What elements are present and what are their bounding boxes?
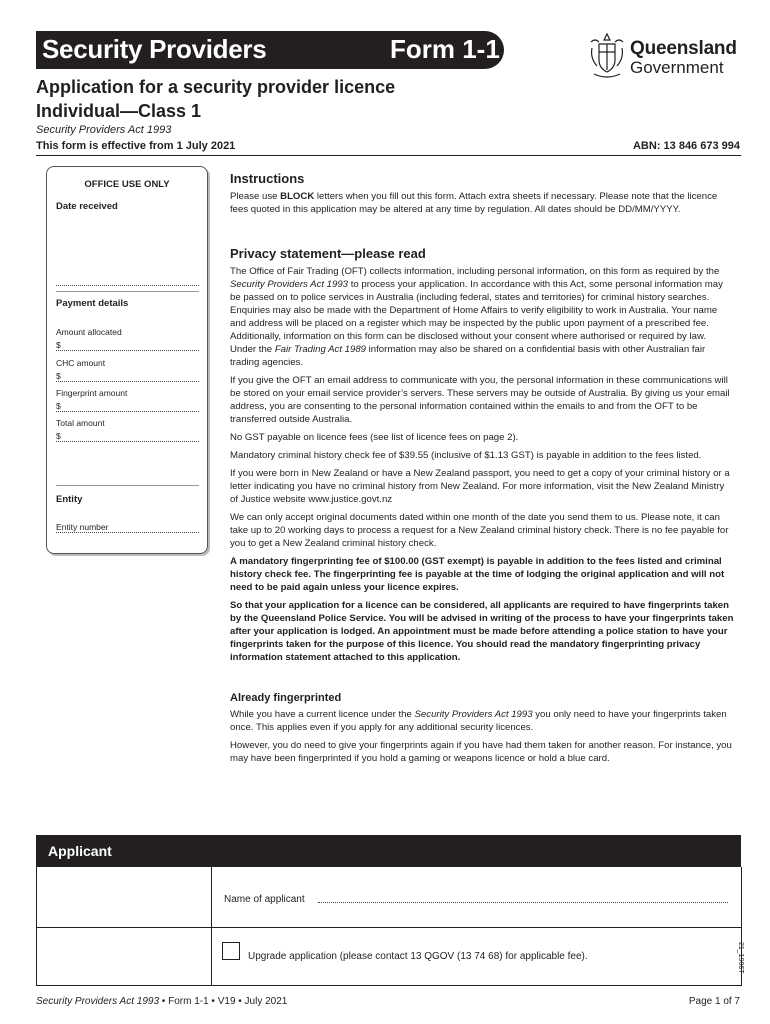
fingerprints-required-note: So that your application for a licence can be considered, all applicants are required to have fingerprints taken by the Queensland Police Service. You will be advised in writing of the process to have your fingerprints taken after your application is lodged. An appointment must be made before attending a police station to have your fingerprints taken for the purpose of this licence. You should read the mandatory fingerprinting privacy information statement attached to this application. (230, 600, 734, 663)
entity-number-label: Entity number (56, 522, 109, 532)
upgrade-application-checkbox[interactable] (222, 942, 240, 960)
office-use-box (46, 166, 208, 554)
dollar-sign: $ (56, 371, 61, 381)
amount-allocated-field[interactable] (56, 340, 199, 351)
gst-note: No GST payable on licence fees (see list of licence fees on page 2). (230, 432, 519, 443)
form-code: 21_1906T (737, 942, 744, 974)
footer-reference: Security Providers Act 1993 • Form 1-1 • V19 • July 2021 (36, 996, 288, 1007)
total-amount-label: Total amount (56, 418, 105, 428)
total-amount-field[interactable] (56, 431, 199, 442)
instructions-section (230, 171, 734, 216)
banner-title: Security Providers (42, 34, 267, 64)
fingerprinting-fee-note: A mandatory fingerprinting fee of $100.00 (GST exempt) is payable in addition to the fees listed and criminal history check fee. The fingerprinting fee is payable at the time of lodging the original application and will not need to be paid again unless your licence expires. (230, 556, 725, 593)
office-separator (56, 485, 199, 486)
office-separator (56, 291, 199, 292)
email-privacy-paragraph: If you give the OFT an email address to communicate with you, the personal information in these communications will be stored on your email service provider’s servers. These servers may be outside of Australia. By giving us your email address, you are consenting to the personal information contained within the emails to and from the OFT to be transferred outside Australia. (230, 375, 730, 425)
chc-amount-field[interactable] (56, 371, 199, 382)
chc-amount-label: CHC amount (56, 358, 106, 368)
abn-number: ABN: 13 846 673 994 (632, 140, 740, 152)
applicant-row-divider (36, 927, 741, 928)
privacy-paragraph: The Office of Fair Trading (OFT) collects information, including personal information, on this form as required by the Security Providers Act 1993 to process your application. In accordance with this Act, some personal information may be passed on to police services in Australia (including federal, states and territories) for criminal history searches. Enquiries may also be made with the Department of Home Affairs to verify eligibility to work in Australia. Your name and address will be placed on a register which may be inspected by the public upon payment of a prescribed fee. Additionally, information on this form can be disclosed without your consent where authorised or required by law. Under the Fair Trading Act 1989 information may also be shared on a confidential basis with other Australian fair trading agencies. (230, 266, 723, 368)
form-subtitle: Individual—Class 1 (36, 101, 202, 121)
entity-number-field[interactable] (56, 522, 199, 533)
privacy-heading: Privacy statement—please read (230, 246, 426, 261)
new-zealand-note: If you were born in New Zealand or have a New Zealand passport, you need to get a copy of your criminal history or a letter indicating you have no criminal history from New Zealand. For more information, visit the New Zealand Ministry of Justice website www.justice.govt.nz (230, 468, 730, 505)
dollar-sign: $ (56, 340, 61, 350)
privacy-section (230, 246, 734, 664)
fingerprint-amount-label: Fingerprint amount (56, 388, 128, 398)
dollar-sign: $ (56, 401, 61, 411)
office-use-heading: OFFICE USE ONLY (84, 179, 170, 190)
upgrade-application-label: Upgrade application (please contact 13 QGOV (13 74 68) for applicable fee). (248, 951, 588, 962)
applicant-heading: Applicant (48, 843, 112, 859)
amount-allocated-label: Amount allocated (56, 327, 122, 337)
already-fingerprinted-section (230, 692, 734, 765)
instructions-text: Please use BLOCK letters when you fill out this form. Attach extra sheets if necessary. Please note that the licence fees quoted in this application may be altered at any time by regulation. All dates should be DD/MM/YYYY. (230, 191, 718, 215)
fingerprint-again-paragraph: However, you do need to give your fingerprints again if you have had them taken for another reason. For instance, you may have been fingerprinted if you hold a gaming or weapons licence or hold a blue card. (230, 740, 732, 764)
header-divider (36, 155, 741, 156)
name-of-applicant-field[interactable] (318, 902, 728, 903)
applicant-section-header (36, 835, 741, 867)
form-title: Application for a security provider licence (36, 77, 396, 97)
name-of-applicant-label: Name of applicant (224, 894, 305, 905)
dollar-sign: $ (56, 431, 61, 441)
criminal-history-fee-note: Mandatory criminal history check fee of $39.55 (inclusive of $1.13 GST) is payable in addition to the fees listed. (230, 450, 702, 461)
date-received-label: Date received (56, 201, 118, 212)
fingerprinted-paragraph: While you have a current licence under the Security Providers Act 1993 you only need to have your fingerprints taken once. This applies even if you apply for any additional security licences. (230, 709, 727, 733)
payment-details-label: Payment details (56, 298, 129, 309)
form-number: Form 1-1 (390, 34, 500, 64)
queensland-government-logo (588, 30, 748, 82)
date-received-line[interactable] (56, 275, 199, 286)
applicant-column-divider (211, 867, 212, 985)
act-reference: Security Providers Act 1993 (36, 124, 172, 136)
original-documents-note: We can only accept original documents dated within one month of the date you send them to us. Please note, it can take up to 20 working days to process a request for a New Zealand criminal history check. There is no fee payable for you to get a New Zealand criminal history check. (230, 512, 729, 549)
already-fingerprinted-heading: Already fingerprinted (230, 692, 342, 704)
form-banner (36, 31, 504, 69)
coat-of-arms-icon (588, 30, 626, 80)
page-number: Page 1 of 7 (688, 996, 740, 1007)
gov-name-line2: Government (630, 58, 724, 77)
entity-label: Entity (56, 494, 83, 505)
gov-name-line1: Queensland (630, 38, 737, 59)
effective-date: This form is effective from 1 July 2021 (36, 140, 236, 152)
instructions-heading: Instructions (230, 171, 305, 186)
fingerprint-amount-field[interactable] (56, 401, 199, 412)
